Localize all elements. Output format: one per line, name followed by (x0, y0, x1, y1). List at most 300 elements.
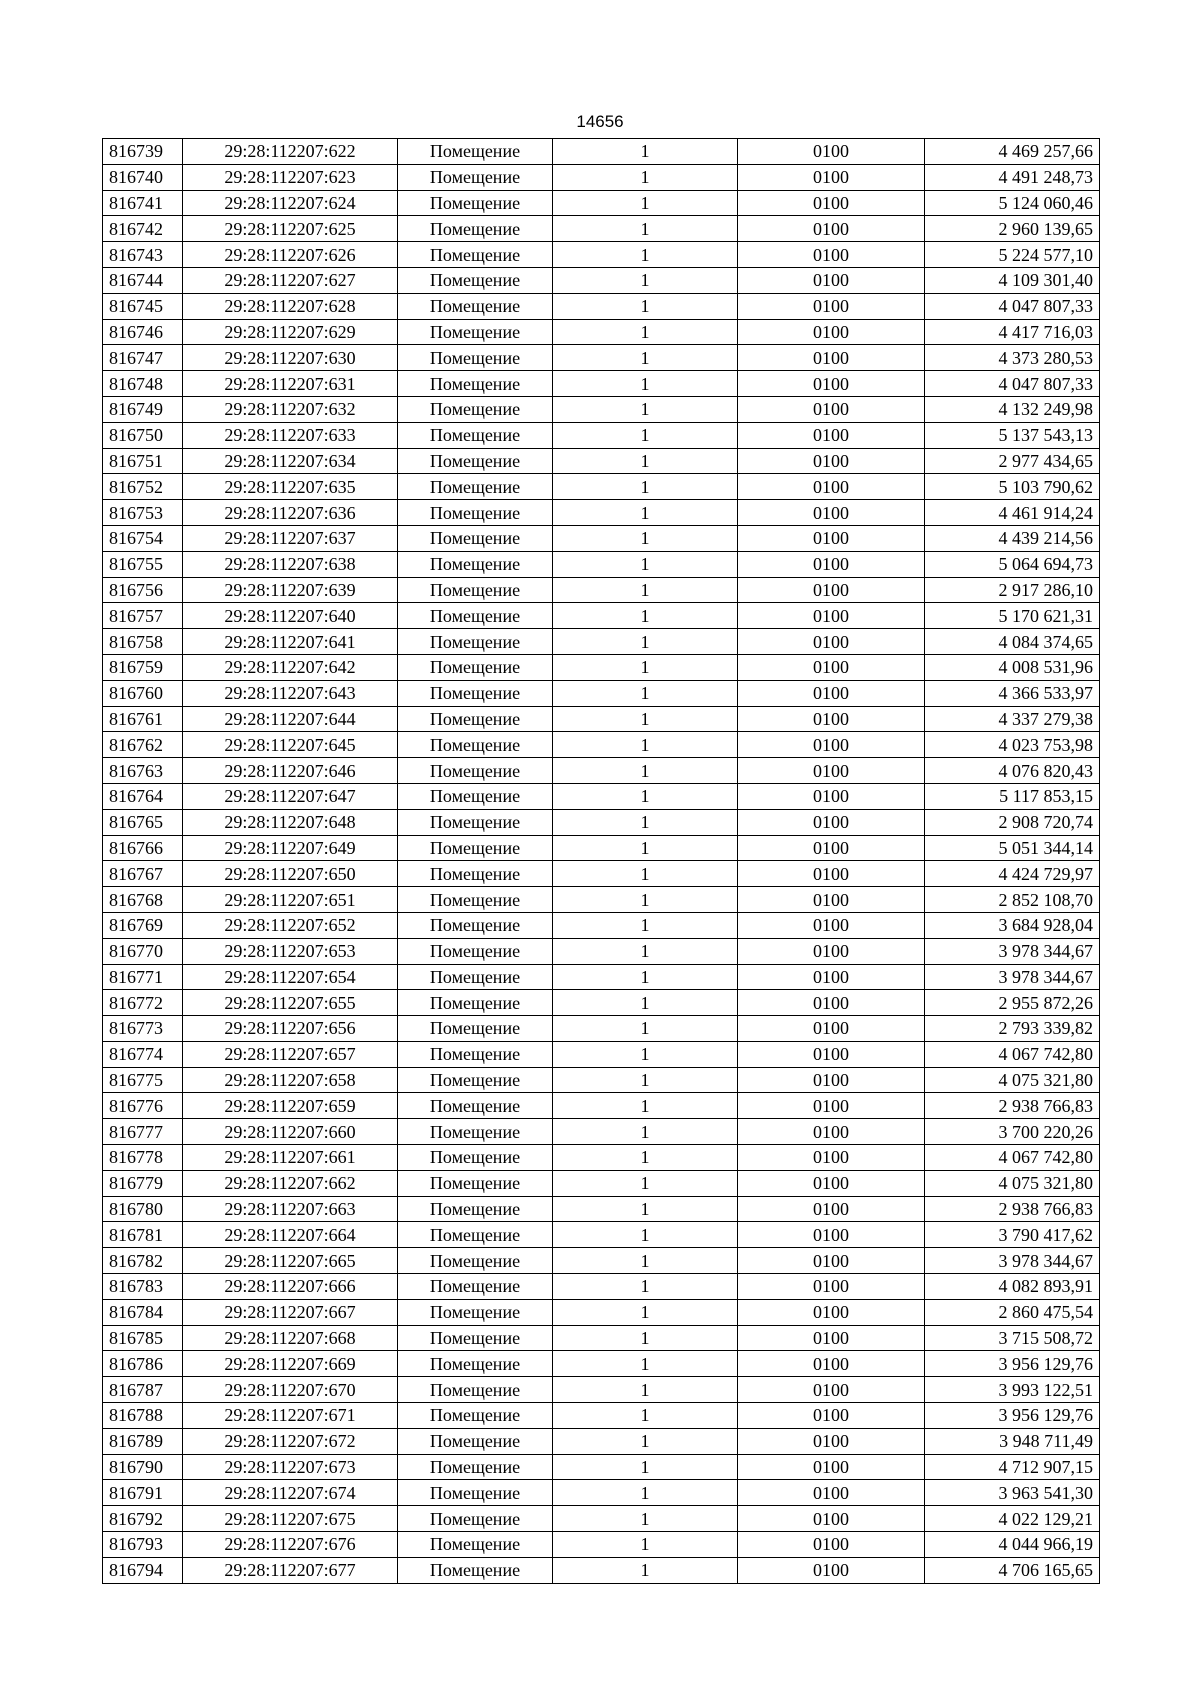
object-type-cell: Помещение (398, 1403, 553, 1429)
table-row (103, 319, 1100, 345)
cadastral-value-cell: 3 978 344,67 (925, 964, 1100, 990)
table-row (103, 267, 1100, 293)
quantity-cell: 1 (553, 1222, 738, 1248)
record-number-cell: 816757 (103, 603, 183, 629)
cadastral-value-cell: 3 978 344,67 (925, 938, 1100, 964)
code-cell: 0100 (738, 1428, 925, 1454)
table-row (103, 1454, 1100, 1480)
object-type-cell: Помещение (398, 1299, 553, 1325)
object-type-cell: Помещение (398, 1274, 553, 1300)
quantity-cell: 1 (553, 629, 738, 655)
cadastral-value-cell: 4 067 742,80 (925, 1041, 1100, 1067)
object-type-cell: Помещение (398, 577, 553, 603)
cadastral-number-cell: 29:28:112207:661 (183, 1145, 398, 1171)
code-cell: 0100 (738, 371, 925, 397)
record-number-cell: 816793 (103, 1532, 183, 1558)
quantity-cell: 1 (553, 938, 738, 964)
quantity-cell: 1 (553, 1403, 738, 1429)
code-cell: 0100 (738, 1067, 925, 1093)
quantity-cell: 1 (553, 577, 738, 603)
code-cell: 0100 (738, 242, 925, 268)
quantity-cell: 1 (553, 887, 738, 913)
table-row (103, 1428, 1100, 1454)
record-number-cell: 816783 (103, 1274, 183, 1300)
object-type-cell: Помещение (398, 345, 553, 371)
code-cell: 0100 (738, 1119, 925, 1145)
cadastral-value-cell: 4 084 374,65 (925, 629, 1100, 655)
table-row (103, 1351, 1100, 1377)
object-type-cell: Помещение (398, 1016, 553, 1042)
code-cell: 0100 (738, 809, 925, 835)
cadastral-value-cell: 3 956 129,76 (925, 1351, 1100, 1377)
record-number-cell: 816776 (103, 1093, 183, 1119)
record-number-cell: 816753 (103, 500, 183, 526)
object-type-cell: Помещение (398, 887, 553, 913)
table-row (103, 551, 1100, 577)
quantity-cell: 1 (553, 1041, 738, 1067)
table-row (103, 680, 1100, 706)
quantity-cell: 1 (553, 654, 738, 680)
cadastral-number-cell: 29:28:112207:671 (183, 1403, 398, 1429)
table-row (103, 1170, 1100, 1196)
object-type-cell: Помещение (398, 680, 553, 706)
table-row (103, 500, 1100, 526)
object-type-cell: Помещение (398, 603, 553, 629)
object-type-cell: Помещение (398, 500, 553, 526)
cadastral-value-cell: 4 044 966,19 (925, 1532, 1100, 1558)
code-cell: 0100 (738, 396, 925, 422)
record-number-cell: 816786 (103, 1351, 183, 1377)
object-type-cell: Помещение (398, 164, 553, 190)
code-cell: 0100 (738, 938, 925, 964)
cadastral-value-cell: 4 067 742,80 (925, 1145, 1100, 1171)
record-number-cell: 816743 (103, 242, 183, 268)
cadastral-number-cell: 29:28:112207:663 (183, 1196, 398, 1222)
object-type-cell: Помещение (398, 242, 553, 268)
cadastral-number-cell: 29:28:112207:676 (183, 1532, 398, 1558)
code-cell: 0100 (738, 422, 925, 448)
code-cell: 0100 (738, 732, 925, 758)
quantity-cell: 1 (553, 474, 738, 500)
cadastral-value-cell: 5 224 577,10 (925, 242, 1100, 268)
cadastral-number-cell: 29:28:112207:640 (183, 603, 398, 629)
table-row (103, 525, 1100, 551)
quantity-cell: 1 (553, 164, 738, 190)
table-row (103, 629, 1100, 655)
record-number-cell: 816752 (103, 474, 183, 500)
cadastral-number-cell: 29:28:112207:644 (183, 706, 398, 732)
object-type-cell: Помещение (398, 783, 553, 809)
cadastral-number-cell: 29:28:112207:642 (183, 654, 398, 680)
object-type-cell: Помещение (398, 319, 553, 345)
code-cell: 0100 (738, 1248, 925, 1274)
cadastral-number-cell: 29:28:112207:662 (183, 1170, 398, 1196)
cadastral-number-cell: 29:28:112207:625 (183, 216, 398, 242)
record-number-cell: 816784 (103, 1299, 183, 1325)
object-type-cell: Помещение (398, 706, 553, 732)
record-number-cell: 816767 (103, 861, 183, 887)
cadastral-number-cell: 29:28:112207:637 (183, 525, 398, 551)
quantity-cell: 1 (553, 190, 738, 216)
record-number-cell: 816739 (103, 139, 183, 165)
object-type-cell: Помещение (398, 990, 553, 1016)
code-cell: 0100 (738, 474, 925, 500)
cadastral-value-cell: 4 109 301,40 (925, 267, 1100, 293)
cadastral-number-cell: 29:28:112207:677 (183, 1557, 398, 1583)
code-cell: 0100 (738, 1557, 925, 1583)
cadastral-value-cell: 3 956 129,76 (925, 1403, 1100, 1429)
table-row (103, 1274, 1100, 1300)
code-cell: 0100 (738, 1454, 925, 1480)
cadastral-value-cell: 2 860 475,54 (925, 1299, 1100, 1325)
table-row (103, 577, 1100, 603)
cadastral-number-cell: 29:28:112207:664 (183, 1222, 398, 1248)
cadastral-value-cell: 3 684 928,04 (925, 912, 1100, 938)
cadastral-number-cell: 29:28:112207:648 (183, 809, 398, 835)
code-cell: 0100 (738, 319, 925, 345)
record-number-cell: 816769 (103, 912, 183, 938)
record-number-cell: 816759 (103, 654, 183, 680)
cadastral-value-cell: 4 712 907,15 (925, 1454, 1100, 1480)
cadastral-value-cell: 4 491 248,73 (925, 164, 1100, 190)
code-cell: 0100 (738, 577, 925, 603)
code-cell: 0100 (738, 1299, 925, 1325)
table-row (103, 758, 1100, 784)
cadastral-value-cell: 4 373 280,53 (925, 345, 1100, 371)
record-number-cell: 816765 (103, 809, 183, 835)
object-type-cell: Помещение (398, 216, 553, 242)
cadastral-value-cell: 4 047 807,33 (925, 293, 1100, 319)
cadastral-value-cell: 2 960 139,65 (925, 216, 1100, 242)
code-cell: 0100 (738, 1145, 925, 1171)
code-cell: 0100 (738, 500, 925, 526)
cadastral-value-cell: 4 075 321,80 (925, 1067, 1100, 1093)
cadastral-number-cell: 29:28:112207:654 (183, 964, 398, 990)
cadastral-number-cell: 29:28:112207:629 (183, 319, 398, 345)
record-number-cell: 816755 (103, 551, 183, 577)
object-type-cell: Помещение (398, 1557, 553, 1583)
cadastral-value-cell: 4 439 214,56 (925, 525, 1100, 551)
object-type-cell: Помещение (398, 1196, 553, 1222)
record-number-cell: 816775 (103, 1067, 183, 1093)
table-row (103, 1119, 1100, 1145)
cadastral-number-cell: 29:28:112207:652 (183, 912, 398, 938)
object-type-cell: Помещение (398, 474, 553, 500)
cadastral-number-cell: 29:28:112207:657 (183, 1041, 398, 1067)
cadastral-value-cell: 3 948 711,49 (925, 1428, 1100, 1454)
record-number-cell: 816770 (103, 938, 183, 964)
code-cell: 0100 (738, 603, 925, 629)
code-cell: 0100 (738, 835, 925, 861)
cadastral-value-cell: 2 793 339,82 (925, 1016, 1100, 1042)
record-number-cell: 816747 (103, 345, 183, 371)
quantity-cell: 1 (553, 1119, 738, 1145)
record-number-cell: 816766 (103, 835, 183, 861)
quantity-cell: 1 (553, 1351, 738, 1377)
cadastral-number-cell: 29:28:112207:633 (183, 422, 398, 448)
table-row (103, 912, 1100, 938)
quantity-cell: 1 (553, 861, 738, 887)
cadastral-number-cell: 29:28:112207:674 (183, 1480, 398, 1506)
code-cell: 0100 (738, 1196, 925, 1222)
object-type-cell: Помещение (398, 267, 553, 293)
table-row (103, 242, 1100, 268)
quantity-cell: 1 (553, 1325, 738, 1351)
code-cell: 0100 (738, 990, 925, 1016)
object-type-cell: Помещение (398, 1351, 553, 1377)
quantity-cell: 1 (553, 1196, 738, 1222)
table-row (103, 990, 1100, 1016)
code-cell: 0100 (738, 912, 925, 938)
cadastral-number-cell: 29:28:112207:641 (183, 629, 398, 655)
quantity-cell: 1 (553, 448, 738, 474)
record-number-cell: 816788 (103, 1403, 183, 1429)
record-number-cell: 816790 (103, 1454, 183, 1480)
cadastral-number-cell: 29:28:112207:622 (183, 139, 398, 165)
code-cell: 0100 (738, 1274, 925, 1300)
table-row (103, 216, 1100, 242)
code-cell: 0100 (738, 1403, 925, 1429)
cadastral-value-cell: 2 938 766,83 (925, 1196, 1100, 1222)
quantity-cell: 1 (553, 1067, 738, 1093)
record-number-cell: 816756 (103, 577, 183, 603)
object-type-cell: Помещение (398, 1454, 553, 1480)
cadastral-value-cell: 5 170 621,31 (925, 603, 1100, 629)
table-row (103, 1299, 1100, 1325)
code-cell: 0100 (738, 861, 925, 887)
cadastral-number-cell: 29:28:112207:655 (183, 990, 398, 1016)
object-type-cell: Помещение (398, 422, 553, 448)
cadastral-value-cell: 2 917 286,10 (925, 577, 1100, 603)
table-row (103, 1196, 1100, 1222)
cadastral-value-cell: 4 706 165,65 (925, 1557, 1100, 1583)
table-row (103, 1403, 1100, 1429)
record-number-cell: 816742 (103, 216, 183, 242)
cadastral-value-cell: 3 978 344,67 (925, 1248, 1100, 1274)
record-number-cell: 816772 (103, 990, 183, 1016)
cadastral-number-cell: 29:28:112207:666 (183, 1274, 398, 1300)
code-cell: 0100 (738, 1532, 925, 1558)
cadastral-value-cell: 4 366 533,97 (925, 680, 1100, 706)
cadastral-number-cell: 29:28:112207:668 (183, 1325, 398, 1351)
table-row (103, 422, 1100, 448)
record-number-cell: 816748 (103, 371, 183, 397)
cadastral-value-cell: 2 852 108,70 (925, 887, 1100, 913)
quantity-cell: 1 (553, 293, 738, 319)
code-cell: 0100 (738, 887, 925, 913)
object-type-cell: Помещение (398, 654, 553, 680)
cadastral-number-cell: 29:28:112207:627 (183, 267, 398, 293)
record-number-cell: 816740 (103, 164, 183, 190)
code-cell: 0100 (738, 1093, 925, 1119)
cadastral-number-cell: 29:28:112207:635 (183, 474, 398, 500)
code-cell: 0100 (738, 551, 925, 577)
quantity-cell: 1 (553, 422, 738, 448)
quantity-cell: 1 (553, 835, 738, 861)
object-type-cell: Помещение (398, 1067, 553, 1093)
object-type-cell: Помещение (398, 732, 553, 758)
cadastral-value-cell: 2 938 766,83 (925, 1093, 1100, 1119)
cadastral-number-cell: 29:28:112207:631 (183, 371, 398, 397)
cadastral-number-cell: 29:28:112207:630 (183, 345, 398, 371)
quantity-cell: 1 (553, 809, 738, 835)
table-row (103, 1041, 1100, 1067)
quantity-cell: 1 (553, 319, 738, 345)
quantity-cell: 1 (553, 783, 738, 809)
object-type-cell: Помещение (398, 809, 553, 835)
cadastral-value-cell: 4 469 257,66 (925, 139, 1100, 165)
object-type-cell: Помещение (398, 525, 553, 551)
record-number-cell: 816761 (103, 706, 183, 732)
quantity-cell: 1 (553, 1299, 738, 1325)
cadastral-value-cell: 4 023 753,98 (925, 732, 1100, 758)
record-number-cell: 816744 (103, 267, 183, 293)
table-row (103, 732, 1100, 758)
cadastral-number-cell: 29:28:112207:649 (183, 835, 398, 861)
object-type-cell: Помещение (398, 1170, 553, 1196)
table-row (103, 448, 1100, 474)
quantity-cell: 1 (553, 551, 738, 577)
cadastral-value-cell: 3 993 122,51 (925, 1377, 1100, 1403)
quantity-cell: 1 (553, 1428, 738, 1454)
object-type-cell: Помещение (398, 1222, 553, 1248)
quantity-cell: 1 (553, 371, 738, 397)
cadastral-number-cell: 29:28:112207:653 (183, 938, 398, 964)
record-number-cell: 816789 (103, 1428, 183, 1454)
cadastral-number-cell: 29:28:112207:628 (183, 293, 398, 319)
code-cell: 0100 (738, 680, 925, 706)
cadastral-value-cell: 5 064 694,73 (925, 551, 1100, 577)
table-row (103, 1532, 1100, 1558)
cadastral-number-cell: 29:28:112207:650 (183, 861, 398, 887)
code-cell: 0100 (738, 1325, 925, 1351)
record-number-cell: 816781 (103, 1222, 183, 1248)
quantity-cell: 1 (553, 216, 738, 242)
table-row (103, 1557, 1100, 1583)
record-number-cell: 816749 (103, 396, 183, 422)
quantity-cell: 1 (553, 139, 738, 165)
table-row (103, 835, 1100, 861)
cadastral-number-cell: 29:28:112207:639 (183, 577, 398, 603)
code-cell: 0100 (738, 1170, 925, 1196)
record-number-cell: 816758 (103, 629, 183, 655)
table-row (103, 190, 1100, 216)
table-row (103, 1093, 1100, 1119)
cadastral-number-cell: 29:28:112207:623 (183, 164, 398, 190)
quantity-cell: 1 (553, 396, 738, 422)
object-type-cell: Помещение (398, 1377, 553, 1403)
object-type-cell: Помещение (398, 1145, 553, 1171)
cadastral-number-cell: 29:28:112207:643 (183, 680, 398, 706)
object-type-cell: Помещение (398, 1532, 553, 1558)
table-row (103, 654, 1100, 680)
record-number-cell: 816762 (103, 732, 183, 758)
cadastral-number-cell: 29:28:112207:656 (183, 1016, 398, 1042)
table-row (103, 371, 1100, 397)
quantity-cell: 1 (553, 242, 738, 268)
quantity-cell: 1 (553, 500, 738, 526)
code-cell: 0100 (738, 1377, 925, 1403)
quantity-cell: 1 (553, 990, 738, 1016)
cadastral-value-cell: 3 963 541,30 (925, 1480, 1100, 1506)
record-number-cell: 816741 (103, 190, 183, 216)
object-type-cell: Помещение (398, 1428, 553, 1454)
object-type-cell: Помещение (398, 139, 553, 165)
table-row (103, 1248, 1100, 1274)
table-row (103, 139, 1100, 165)
cadastral-number-cell: 29:28:112207:632 (183, 396, 398, 422)
quantity-cell: 1 (553, 603, 738, 629)
code-cell: 0100 (738, 190, 925, 216)
code-cell: 0100 (738, 758, 925, 784)
cadastral-number-cell: 29:28:112207:636 (183, 500, 398, 526)
code-cell: 0100 (738, 216, 925, 242)
record-number-cell: 816771 (103, 964, 183, 990)
object-type-cell: Помещение (398, 912, 553, 938)
quantity-cell: 1 (553, 912, 738, 938)
cadastral-value-cell: 2 977 434,65 (925, 448, 1100, 474)
code-cell: 0100 (738, 293, 925, 319)
quantity-cell: 1 (553, 758, 738, 784)
record-number-cell: 816780 (103, 1196, 183, 1222)
code-cell: 0100 (738, 267, 925, 293)
cadastral-value-cell: 4 008 531,96 (925, 654, 1100, 680)
record-number-cell: 816779 (103, 1170, 183, 1196)
registry-table-body (103, 139, 1100, 1584)
table-row (103, 861, 1100, 887)
record-number-cell: 816785 (103, 1325, 183, 1351)
record-number-cell: 816778 (103, 1145, 183, 1171)
code-cell: 0100 (738, 525, 925, 551)
table-row (103, 809, 1100, 835)
record-number-cell: 816764 (103, 783, 183, 809)
quantity-cell: 1 (553, 1454, 738, 1480)
record-number-cell: 816777 (103, 1119, 183, 1145)
table-row (103, 1480, 1100, 1506)
quantity-cell: 1 (553, 1480, 738, 1506)
quantity-cell: 1 (553, 1532, 738, 1558)
cadastral-value-cell: 2 955 872,26 (925, 990, 1100, 1016)
cadastral-value-cell: 5 103 790,62 (925, 474, 1100, 500)
cadastral-value-cell: 3 790 417,62 (925, 1222, 1100, 1248)
cadastral-number-cell: 29:28:112207:665 (183, 1248, 398, 1274)
object-type-cell: Помещение (398, 938, 553, 964)
code-cell: 0100 (738, 1480, 925, 1506)
record-number-cell: 816773 (103, 1016, 183, 1042)
quantity-cell: 1 (553, 680, 738, 706)
cadastral-value-cell: 4 075 321,80 (925, 1170, 1100, 1196)
object-type-cell: Помещение (398, 551, 553, 577)
table-row (103, 1145, 1100, 1171)
code-cell: 0100 (738, 706, 925, 732)
record-number-cell: 816750 (103, 422, 183, 448)
quantity-cell: 1 (553, 706, 738, 732)
cadastral-value-cell: 4 424 729,97 (925, 861, 1100, 887)
table-row (103, 1506, 1100, 1532)
cadastral-number-cell: 29:28:112207:673 (183, 1454, 398, 1480)
table-row (103, 1067, 1100, 1093)
cadastral-value-cell: 4 047 807,33 (925, 371, 1100, 397)
cadastral-value-cell: 4 337 279,38 (925, 706, 1100, 732)
cadastral-value-cell: 4 417 716,03 (925, 319, 1100, 345)
object-type-cell: Помещение (398, 835, 553, 861)
object-type-cell: Помещение (398, 371, 553, 397)
object-type-cell: Помещение (398, 1248, 553, 1274)
table-row (103, 345, 1100, 371)
object-type-cell: Помещение (398, 396, 553, 422)
cadastral-number-cell: 29:28:112207:651 (183, 887, 398, 913)
quantity-cell: 1 (553, 1377, 738, 1403)
